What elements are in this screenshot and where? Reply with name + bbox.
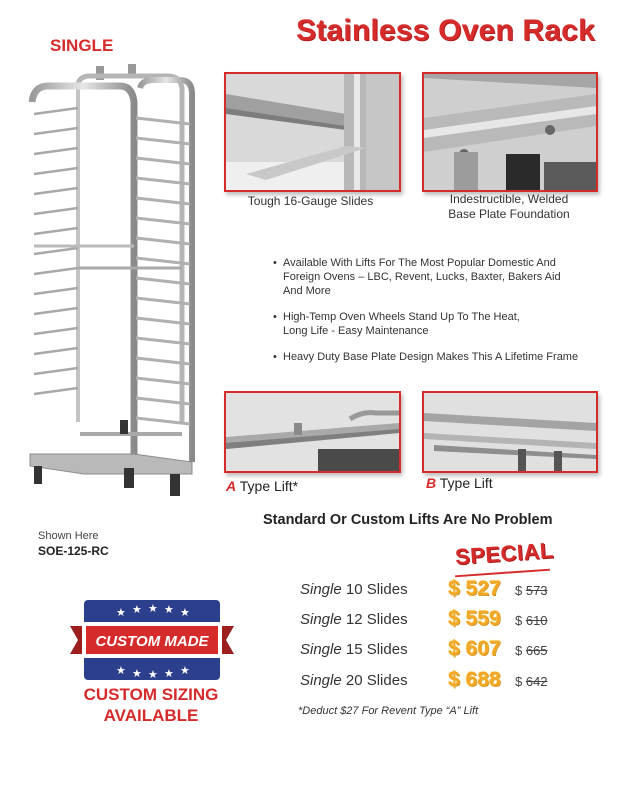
svg-text:★: ★ <box>132 667 142 680</box>
feature-item: • Available With Lifts For The Most Popular Domestic And Foreign Ovens – LBC, Revent, Lucks, Baxter, Bakers Aid And More <box>273 256 603 298</box>
svg-text:★: ★ <box>116 664 126 677</box>
original-price: $ 642 <box>515 674 548 689</box>
svg-text:★: ★ <box>148 668 158 681</box>
sale-price: $ 559 <box>448 607 501 630</box>
slides-caption: Tough 16-Gauge Slides <box>247 194 374 208</box>
lifts-headline: Standard Or Custom Lifts Are No Problem <box>263 512 553 528</box>
model-number: SOE-125-RC <box>38 544 109 558</box>
price-row: Single 15 Slides $ 607 $ 665 <box>300 637 548 660</box>
feature-item: • Heavy Duty Base Plate Design Makes This A Lifetime Frame <box>273 350 603 364</box>
svg-text:★: ★ <box>164 603 174 616</box>
svg-text:★: ★ <box>180 606 190 619</box>
original-price: $ 573 <box>515 583 548 598</box>
page-title: Stainless Oven Rack <box>296 14 595 47</box>
sale-price: $ 688 <box>448 668 501 691</box>
price-row: Single 20 Slides $ 688 $ 642 <box>300 668 548 691</box>
base-caption-line-1: Indestructible, Welded <box>449 192 569 206</box>
sale-price: $ 527 <box>448 577 501 600</box>
sale-price: $ 607 <box>448 637 501 660</box>
svg-text:★: ★ <box>132 603 142 616</box>
special-heading: SPECIAL <box>454 537 555 570</box>
type-a-lift-photo <box>224 391 401 473</box>
svg-text:★: ★ <box>148 602 158 615</box>
custom-made-badge <box>62 596 242 684</box>
slides-photo <box>224 72 401 192</box>
base-plate-photo <box>422 72 598 192</box>
oven-rack-image <box>20 62 208 507</box>
base-caption-line-2: Base Plate Foundation <box>448 207 570 221</box>
feature-item: • High-Temp Oven Wheels Stand Up To The Heat, Long Life - Easy Maintenance <box>273 310 603 338</box>
original-price: $ 665 <box>515 643 548 658</box>
base-plate-caption <box>416 192 602 222</box>
price-row: Single 10 Slides $ 527 $ 573 <box>300 577 548 600</box>
original-price: $ 610 <box>515 613 548 628</box>
type-a-lift-label: A Type Lift* <box>226 478 299 494</box>
shown-here-label: Shown Here <box>38 530 99 542</box>
badge-text: CUSTOM MADE <box>95 633 209 650</box>
svg-text:★: ★ <box>180 664 190 677</box>
type-b-lift-photo <box>422 391 598 473</box>
price-row: Single 12 Slides $ 559 $ 610 <box>300 607 548 630</box>
variant-label: SINGLE <box>50 36 114 55</box>
custom-sizing-tagline: CUSTOM SIZING AVAILABLE <box>83 685 219 725</box>
type-b-lift-label: B Type Lift <box>426 475 493 491</box>
svg-text:★: ★ <box>164 667 174 680</box>
deduct-note: *Deduct $27 For Revent Type “A” Lift <box>298 705 479 717</box>
feature-list <box>273 256 603 376</box>
svg-text:★: ★ <box>116 606 126 619</box>
